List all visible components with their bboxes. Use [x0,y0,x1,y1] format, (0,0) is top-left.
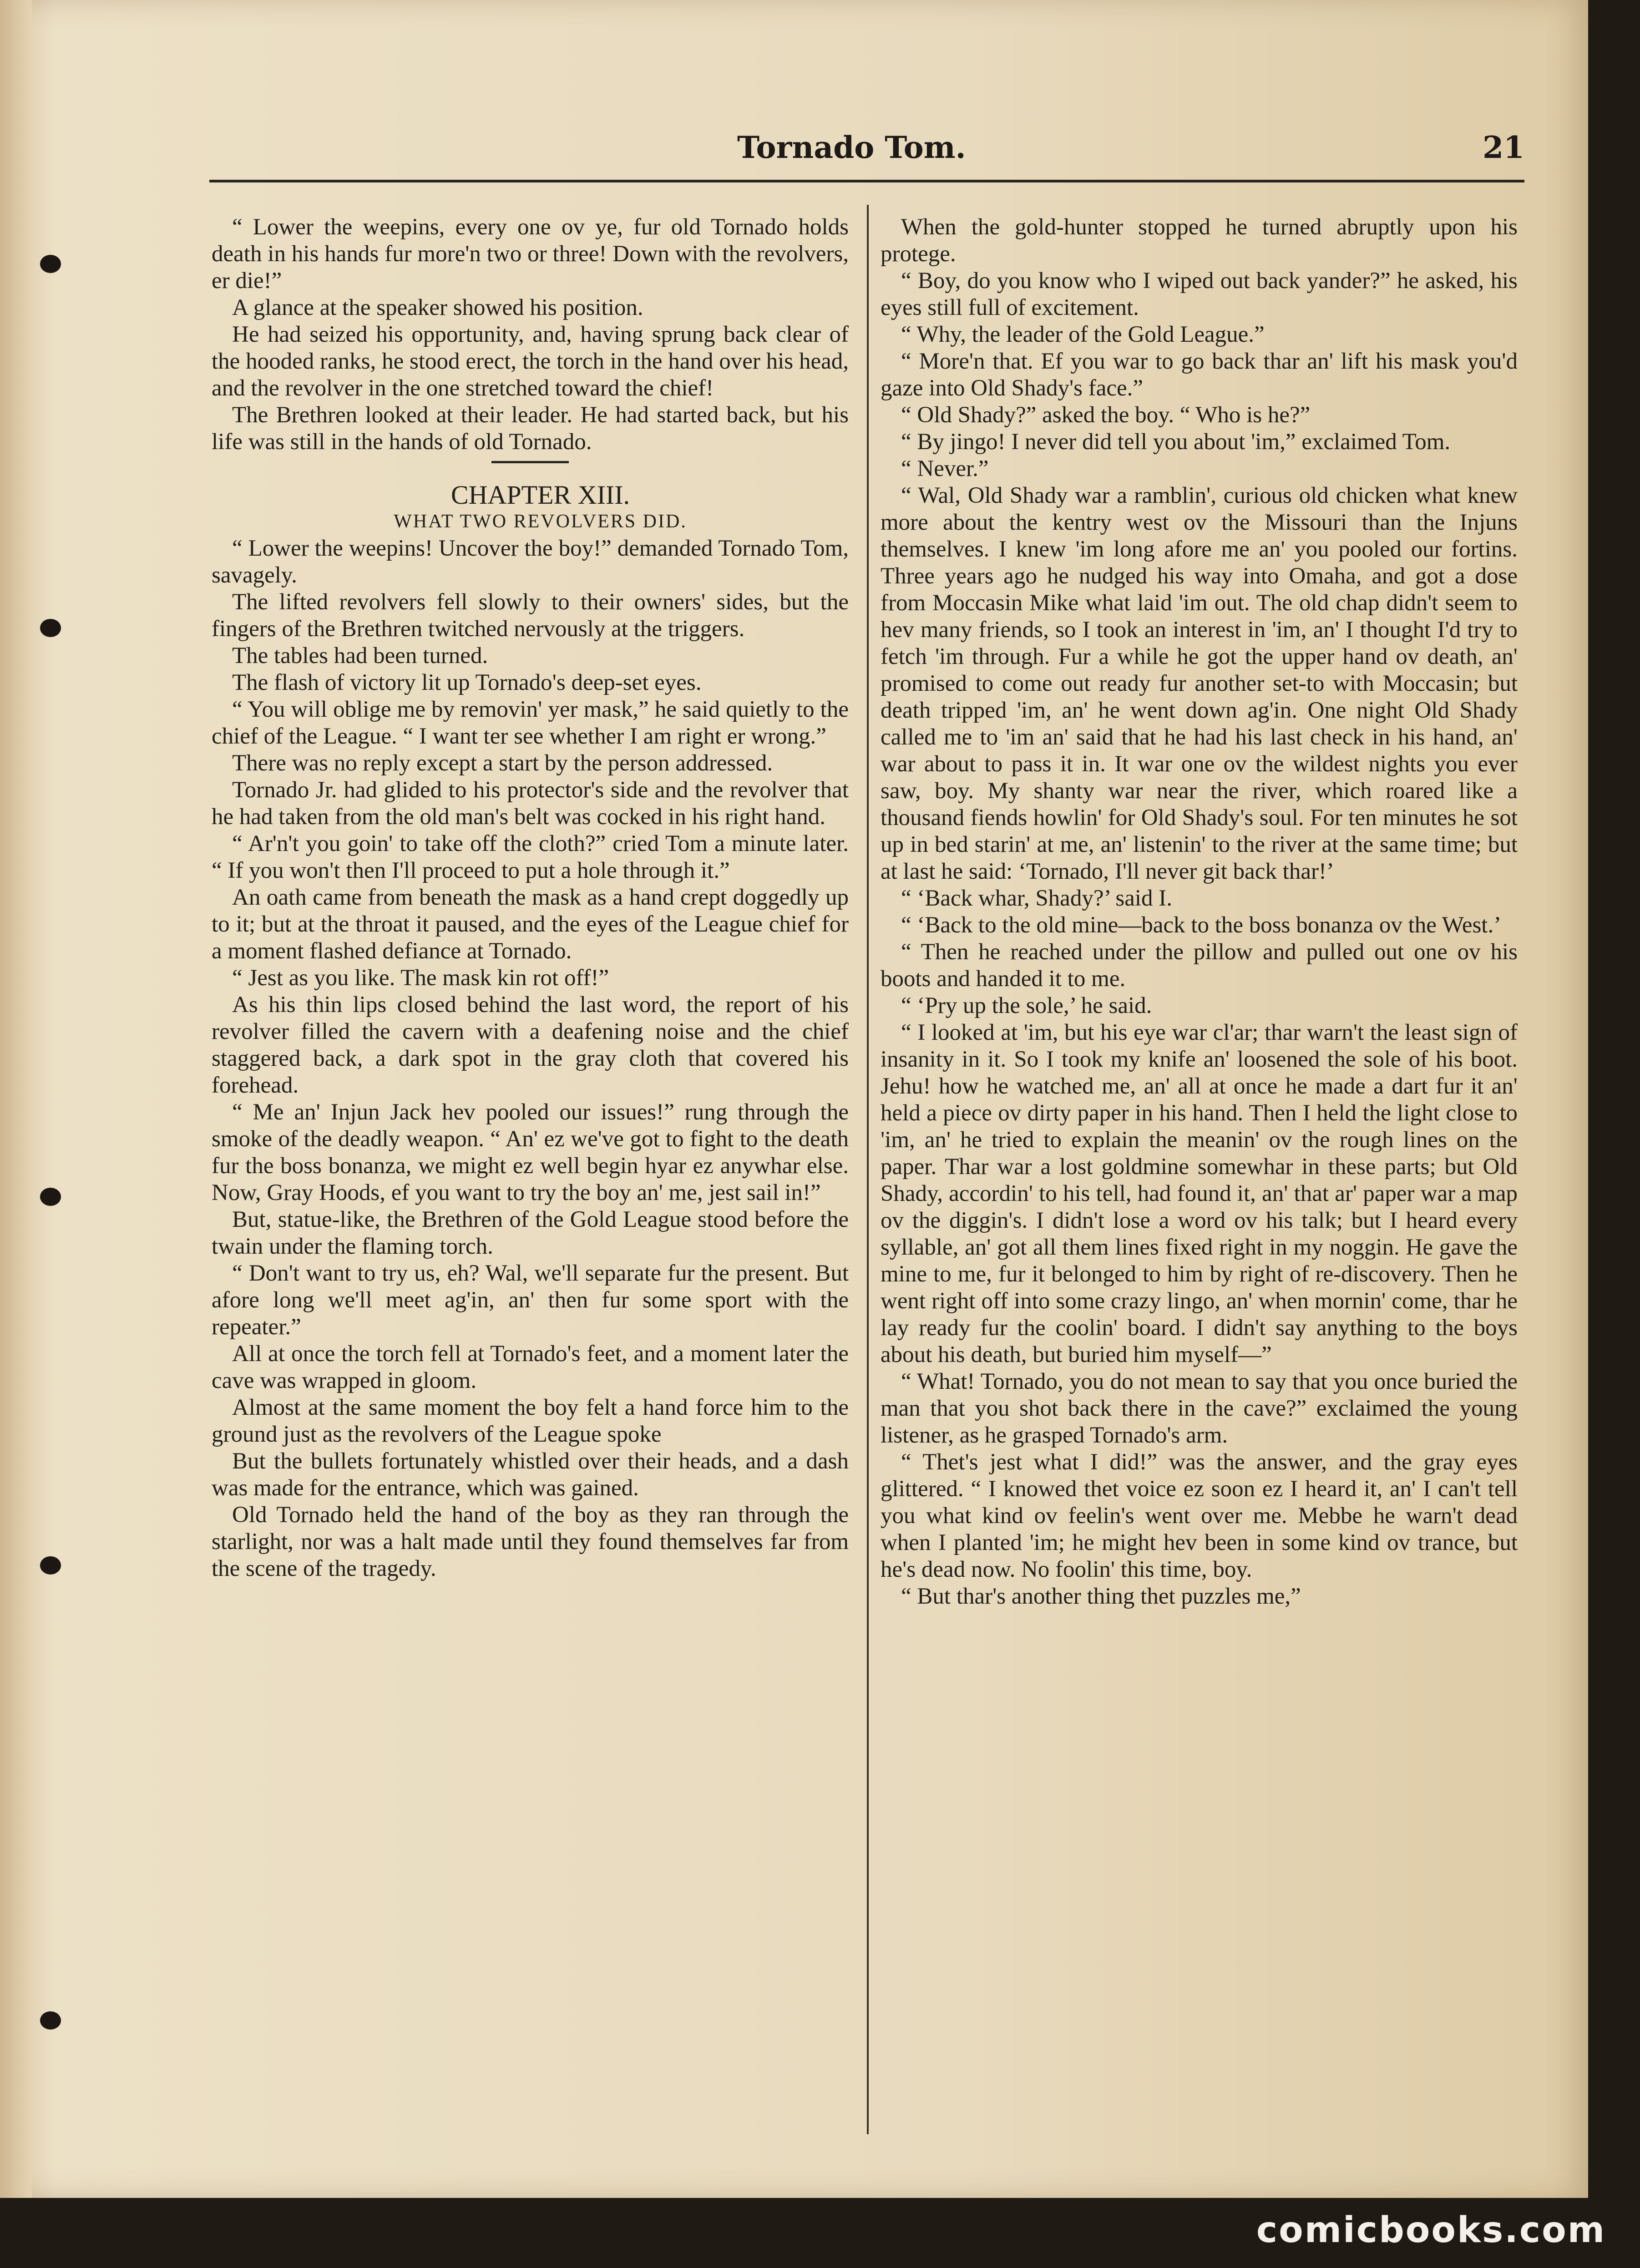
paragraph: “ ‘Back whar, Shady?’ said I. [901,886,1173,911]
chapter-heading: CHAPTER XIII. [450,480,630,510]
paragraph: But the bullets fortunately whistled over their heads, and a dash was made for the entrance, which was gained. [212,1448,849,1501]
binding-hole [40,255,61,273]
paragraph: “ Me an' Injun Jack hev pooled our issues!” rung through the smoke of the deadly weapon. “ An' ez we've got to fight to the death fur the boss bonanza, we might ez well begin hyar ez anywhar else. Now, Gray Hoods, ef you want to try the boy an' me, jest sail in!” [212,1099,849,1205]
column-rule [867,205,869,2134]
paragraph: The flash of victory lit up Tornado's deep-set eyes. [232,670,702,695]
paragraph: “ Thet's jest what I did!” was the answer, and the gray eyes glittered. “ I knowed thet voice ez soon ez I heard it, an' I can't tell you what kind ov feelin's went over me. Mebbe he warn't dead when I planted 'im; he might hev been in some kind ov trance, but he's dead now. No foolin' this time, boy. [881,1449,1518,1582]
paragraph: “ Boy, do you know who I wiped out back yander?” he asked, his eyes still full of excitement. [881,268,1518,320]
binding-hole [40,2011,61,2030]
paragraph: “ ‘Back to the old mine—back to the boss bonanza ov the West.’ [901,912,1502,938]
binding-hole [40,1188,61,1206]
running-title: Tornado Tom. [737,130,966,165]
paragraph: All at once the torch fell at Tornado's feet, and a moment later the cave was wrapped in gloom. [212,1341,849,1393]
paragraph: He had seized his opportunity, and, having sprung back clear of the hooded ranks, he stood erect, the torch in the hand over his head, and the revolver in the one stretched toward the chief! [212,322,849,401]
paragraph: The tables had been turned. [232,643,488,668]
right-column [881,214,1518,2143]
paragraph: “ But thar's another thing thet puzzles me,” [901,1584,1301,1609]
binding-hole [40,1556,61,1574]
paragraph: “ Don't want to try us, eh? Wal, we'll separate fur the present. But afore long we'll meet ag'in, an' then fur some sport with the repeater.” [212,1261,849,1340]
paragraph: “ Why, the leader of the Gold League.” [901,322,1265,347]
left-column [212,214,849,2143]
paragraph: “ Wal, Old Shady war a ramblin', curious old chicken what knew more about the kentry west ov the Missouri than the Injuns themselves. I knew 'im long afore me an' you pooled our fortins. Three years ago he nudged his way into Omaha, and got a dose from Moccasin Mike what laid 'im out. The old chap didn't seem to hev many friends, so I took an interest in 'im, an' I thought I'd try to fetch 'im through. Fur a while he got the upper hand ov death, an' promised to come out ready fur another set-to with Moccasin; but death tripped 'im, an' he went down ag'in. One night Old Shady called me to 'im an' said that he had his last check in his hand, an' war about to pass it in. It war one ov the wildest nights you ever saw, boy. My shanty war near the river, which roared like a thousand fiends howlin' for Old Shady's soul. For ten minutes he sot up in bed starin' at me, an' listenin' to the river at the same time; but at last he said: ‘Tornado, I'll never git back thar!’ [881,483,1518,884]
page-number: 21 [1483,130,1524,165]
paragraph: But, statue-like, the Brethren of the Gold League stood before the twain under the flaming torch. [212,1207,849,1259]
paragraph: “ Lower the weepins! Uncover the boy!” demanded Tornado Tom, savagely. [212,536,849,588]
paragraph: “ What! Tornado, you do not mean to say that you once buried the man that you shot back there in the cave?” exclaimed the young listener, as he grasped Tornado's arm. [881,1369,1518,1448]
paragraph: “ You will oblige me by removin' yer mask,” he said quietly to the chief of the League. “ I want ter see whether I am right er wrong.” [212,697,849,749]
paragraph: Tornado Jr. had glided to his protector's side and the revolver that he had taken from the old man's belt was cocked in his right hand. [212,777,849,830]
page-spine [0,0,32,2198]
paragraph: “ Ar'n't you goin' to take off the cloth?” cried Tom a minute later. “ If you won't then I'll proceed to put a hole through it.” [212,831,849,883]
paragraph: “ I looked at 'im, but his eye war cl'ar; thar warn't the least sign of insanity in it. So I took my knife an' loosened the sole of his boot. Jehu! how he watched me, an' all at once he made a dart fur it an' held a piece ov dirty paper in his hand. Then I held the light close to 'im, an' he tried to explain the meanin' ov the rough lines on the paper. Thar war a lost goldmine somewhar in these parts; but Old Shady, accordin' to his tell, had found it, an' that ar' paper war a map ov the diggin's. I didn't lose a word ov his talk; but I heard every syllable, an' got all them lines fixed right in my noggin. He gave the mine to me, fur it belonged to him by right of re-discovery. Then he went right off into some crazy lingo, an' when mornin' come, thar he lay ready fur the coolin' board. I didn't say anything to the boys about his death, but buried him myself—” [881,1020,1518,1367]
paragraph: “ ‘Pry up the sole,’ he said. [901,993,1152,1018]
paragraph: “ Then he reached under the pillow and pulled out one ov his boots and handed it to me. [881,939,1518,992]
paragraph: Old Tornado held the hand of the boy as they ran through the starlight, nor was a halt made until they found themselves far from the scene of the tragedy. [212,1502,849,1581]
paragraph: There was no reply except a start by the person addressed. [232,750,773,776]
binding-hole [40,619,61,637]
section-separator [491,461,569,463]
paragraph: The Brethren looked at their leader. He had started back, but his life was still in the hands of old Tornado. [212,402,849,455]
paragraph: “ Lower the weepins, every one ov ye, fur old Tornado holds death in his hands fur more'n two or three! Down with the revolvers, er die!” [212,214,849,294]
paragraph: “ By jingo! I never did tell you about 'im,” exclaimed Tom. [901,429,1451,455]
site-watermark: comicbooks.com [1256,2210,1606,2251]
paragraph: “ Never.” [901,456,989,481]
paragraph: “ Old Shady?” asked the boy. “ Who is he?” [901,402,1311,428]
paragraph: A glance at the speaker showed his position. [232,295,643,320]
page-header [209,130,1524,182]
paragraph: The lifted revolvers fell slowly to their owners' sides, but the fingers of the Brethren twitched nervously at the triggers. [212,589,849,642]
chapter-subtitle: WHAT TWO REVOLVERS DID. [394,511,687,532]
paragraph: “ More'n that. Ef you war to go back thar an' lift his mask you'd gaze into Old Shady's face.” [881,349,1518,401]
paragraph: An oath came from beneath the mask as a hand crept doggedly up to it; but at the throat it paused, and the eyes of the League chief for a moment flashed defiance at Tornado. [212,885,849,964]
paragraph: “ Jest as you like. The mask kin rot off!” [232,965,609,991]
paragraph: When the gold-hunter stopped he turned abruptly upon his protege. [881,214,1518,267]
paragraph: Almost at the same moment the boy felt a hand force him to the ground just as the revolvers of the League spoke [212,1395,849,1447]
paragraph: As his thin lips closed behind the last word, the report of his revolver filled the cavern with a deafening noise and the chief staggered back, a dark spot in the gray cloth that covered his forehead. [212,992,849,1098]
